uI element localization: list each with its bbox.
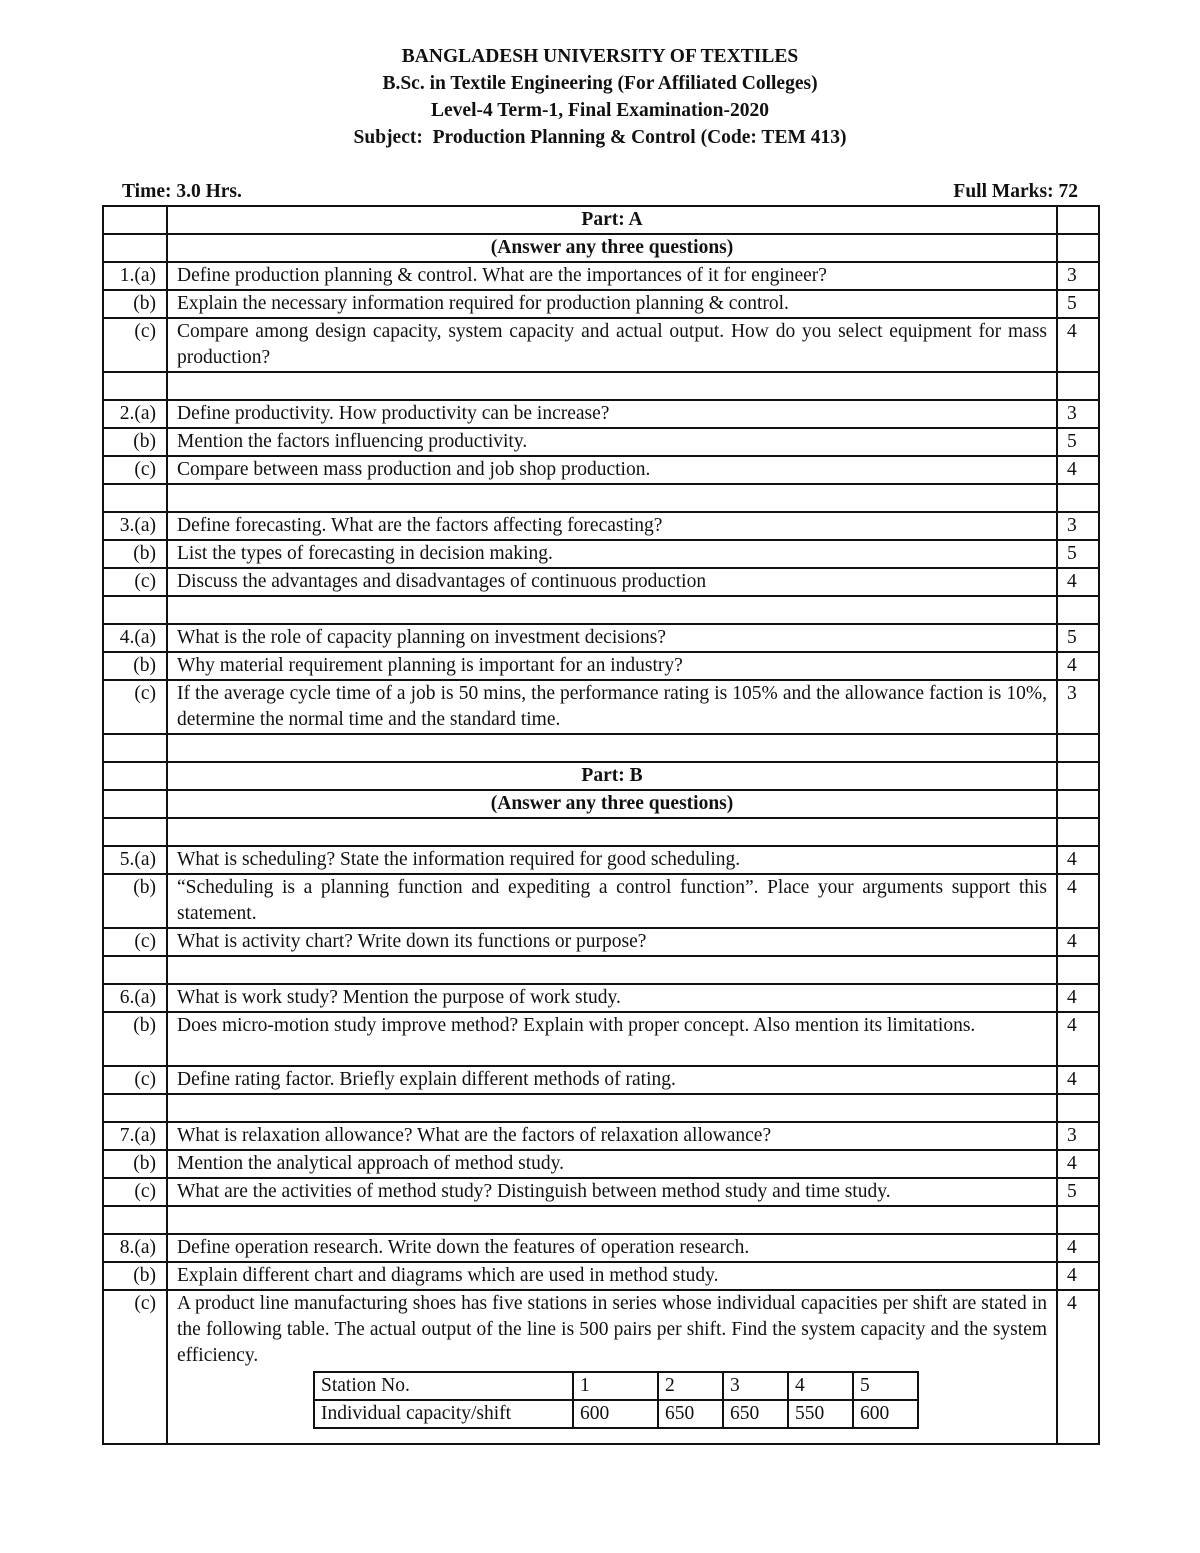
question-number: 3.(a): [103, 512, 167, 540]
question-row: [103, 680, 1099, 734]
station-number-cell: 2: [658, 1372, 723, 1400]
question-marks: 4: [1057, 1012, 1099, 1066]
program-name: B.Sc. in Textile Engineering (For Affiliated Colleges): [382, 73, 818, 94]
empty-cell: [103, 596, 167, 624]
question-text-content: Why material requirement planning is important for an industry?: [177, 655, 683, 676]
question-number: 4.(a): [103, 624, 167, 652]
question-number: (b): [103, 428, 167, 456]
question-row: [103, 874, 1099, 928]
question-row: [103, 1262, 1099, 1290]
empty-cell: [103, 484, 167, 512]
full-marks: Full Marks: 72: [953, 181, 1078, 202]
empty-cell: [167, 484, 1057, 512]
question-text: [167, 1066, 1057, 1094]
spacer-row: [103, 596, 1099, 624]
question-text-content: Define rating factor. Briefly explain different methods of rating.: [177, 1069, 676, 1090]
spacer-row: [103, 956, 1099, 984]
question-marks: 5: [1057, 428, 1099, 456]
question-row: [103, 1012, 1099, 1066]
empty-cell: [167, 1094, 1057, 1122]
empty-cell: [1057, 596, 1099, 624]
question-text-content: Compare among design capacity, system capacity and actual output. How do you select equipment for mass production?: [177, 321, 1047, 368]
section-heading: Part: A: [167, 206, 1057, 234]
question-number: (b): [103, 1012, 167, 1066]
station-capacity-table: [313, 1371, 919, 1429]
question-row: [103, 318, 1099, 372]
question-row: [103, 400, 1099, 428]
question-row: [103, 1234, 1099, 1262]
station-number-cell: 5: [853, 1372, 918, 1400]
station-capacity-cell: 600: [853, 1400, 918, 1428]
empty-cell: [1057, 234, 1099, 262]
station-capacity-cell: 650: [723, 1400, 788, 1428]
question-text-content: Define forecasting. What are the factors affecting forecasting?: [177, 515, 663, 536]
empty-cell: [1057, 790, 1099, 818]
question-row: [103, 624, 1099, 652]
question-text-content: Explain different chart and diagrams which are used in method study.: [177, 1265, 719, 1286]
station-header-label: Station No.: [314, 1372, 573, 1400]
question-marks: 4: [1057, 318, 1099, 372]
empty-cell: [103, 1094, 167, 1122]
question-number: 2.(a): [103, 400, 167, 428]
question-row: [103, 540, 1099, 568]
question-text: [167, 318, 1057, 372]
empty-cell: [1057, 1094, 1099, 1122]
question-row: [103, 1122, 1099, 1150]
question-marks: 4: [1057, 1066, 1099, 1094]
question-marks: 3: [1057, 400, 1099, 428]
question-text-content: Define operation research. Write down the features of operation research.: [177, 1237, 750, 1258]
question-text-content: What is the role of capacity planning on investment decisions?: [177, 627, 666, 648]
empty-cell: [1057, 1206, 1099, 1234]
capacity-label: Individual capacity/shift: [314, 1400, 573, 1428]
question-marks: 4: [1057, 928, 1099, 956]
question-text-content: Explain the necessary information required for production planning & control.: [177, 293, 789, 314]
section-heading-row: [103, 762, 1099, 790]
section-heading: (Answer any three questions): [167, 790, 1057, 818]
station-capacity-row: [314, 1400, 918, 1428]
question-text-content: What is relaxation allowance? What are the factors of relaxation allowance?: [177, 1125, 772, 1146]
section-heading-row: [103, 234, 1099, 262]
question-text: [167, 456, 1057, 484]
question-number: (c): [103, 680, 167, 734]
question-text-content: What is work study? Mention the purpose of work study.: [177, 987, 621, 1008]
question-marks: 4: [1057, 652, 1099, 680]
empty-cell: [1057, 956, 1099, 984]
section-heading: (Answer any three questions): [167, 234, 1057, 262]
station-number-row: [314, 1372, 918, 1400]
question-marks: 5: [1057, 1178, 1099, 1206]
question-table: [102, 205, 1100, 1445]
question-marks: 3: [1057, 512, 1099, 540]
question-marks: 4: [1057, 874, 1099, 928]
question-number: 8.(a): [103, 1234, 167, 1262]
university-name: BANGLADESH UNIVERSITY OF TEXTILES: [401, 46, 799, 67]
empty-cell: [103, 1206, 167, 1234]
question-text-content: Compare between mass production and job shop production.: [177, 459, 651, 480]
question-number: (c): [103, 1178, 167, 1206]
question-row: [103, 1150, 1099, 1178]
question-text: [167, 1290, 1057, 1444]
question-marks: 4: [1057, 1262, 1099, 1290]
question-row: [103, 846, 1099, 874]
section-heading: Part: B: [167, 762, 1057, 790]
question-text: [167, 928, 1057, 956]
question-marks: 5: [1057, 290, 1099, 318]
question-number: 1.(a): [103, 262, 167, 290]
question-text: [167, 290, 1057, 318]
empty-cell: [1057, 762, 1099, 790]
question-marks: 3: [1057, 680, 1099, 734]
question-text: [167, 262, 1057, 290]
empty-cell: [103, 956, 167, 984]
question-text: [167, 652, 1057, 680]
question-marks: 4: [1057, 1234, 1099, 1262]
question-text-content: Mention the analytical approach of method study.: [177, 1153, 565, 1174]
empty-cell: [103, 234, 167, 262]
station-number-cell: 4: [788, 1372, 853, 1400]
question-row: [103, 568, 1099, 596]
question-number: 7.(a): [103, 1122, 167, 1150]
question-number: (c): [103, 1290, 167, 1444]
station-capacity-cell: 600: [573, 1400, 658, 1428]
question-text-content: If the average cycle time of a job is 50 mins, the performance rating is 105% and the allowance faction is 10%, determine the normal time and the standard time.: [177, 683, 1047, 730]
question-number: (c): [103, 456, 167, 484]
question-text-content: Does micro-motion study improve method? Explain with proper concept. Also mention its limitations.: [177, 1015, 976, 1036]
empty-cell: [167, 956, 1057, 984]
question-row: [103, 428, 1099, 456]
question-text-content: Define productivity. How productivity can be increase?: [177, 403, 610, 424]
empty-cell: [1057, 206, 1099, 234]
question-number: (c): [103, 318, 167, 372]
question-marks: 4: [1057, 568, 1099, 596]
question-row: [103, 1066, 1099, 1094]
question-text: [167, 428, 1057, 456]
question-text-content: What is scheduling? State the information required for good scheduling.: [177, 849, 741, 870]
spacer-row: [103, 484, 1099, 512]
question-marks: 4: [1057, 984, 1099, 1012]
empty-cell: [103, 762, 167, 790]
question-number: (b): [103, 540, 167, 568]
question-marks: 3: [1057, 262, 1099, 290]
question-number: (c): [103, 928, 167, 956]
question-text: [167, 512, 1057, 540]
empty-cell: [1057, 818, 1099, 846]
question-row: [103, 512, 1099, 540]
question-row: [103, 456, 1099, 484]
question-text-content: Mention the factors influencing productivity.: [177, 431, 528, 452]
document-header: [0, 43, 1200, 151]
question-row: [103, 1178, 1099, 1206]
question-text: [167, 540, 1057, 568]
question-number: (b): [103, 652, 167, 680]
exam-name: Level-4 Term-1, Final Examination-2020: [431, 100, 769, 121]
spacer-row: [103, 734, 1099, 762]
question-text-content: What are the activities of method study? Distinguish between method study and time study.: [177, 1181, 891, 1202]
question-row: [103, 652, 1099, 680]
question-text: [167, 1262, 1057, 1290]
empty-cell: [167, 818, 1057, 846]
question-text: [167, 984, 1057, 1012]
question-row: [103, 984, 1099, 1012]
empty-cell: [103, 790, 167, 818]
spacer-row: [103, 818, 1099, 846]
question-marks: 4: [1057, 456, 1099, 484]
question-marks: 5: [1057, 624, 1099, 652]
section-heading-row: [103, 206, 1099, 234]
question-marks: 4: [1057, 1290, 1099, 1444]
question-text: [167, 846, 1057, 874]
question-text: [167, 1234, 1057, 1262]
time-allowed: Time: 3.0 Hrs.: [122, 181, 242, 202]
question-marks: 3: [1057, 1122, 1099, 1150]
question-number: (c): [103, 568, 167, 596]
spacer-row: [103, 372, 1099, 400]
question-text-content: “Scheduling is a planning function and expediting a control function”. Place your arguments support this statement.: [177, 877, 1047, 924]
question-text-content: Define production planning & control. What are the importances of it for engineer?: [177, 265, 827, 286]
question-text-content: Discuss the advantages and disadvantages of continuous production: [177, 571, 707, 592]
question-text: [167, 680, 1057, 734]
question-number: (b): [103, 290, 167, 318]
question-text: [167, 568, 1057, 596]
empty-cell: [103, 206, 167, 234]
empty-cell: [167, 596, 1057, 624]
question-row: [103, 262, 1099, 290]
question-number: 5.(a): [103, 846, 167, 874]
section-heading-row: [103, 790, 1099, 818]
empty-cell: [1057, 372, 1099, 400]
empty-cell: [167, 734, 1057, 762]
question-row: [103, 290, 1099, 318]
question-text: [167, 1012, 1057, 1066]
question-row: [103, 1290, 1099, 1444]
question-number: (c): [103, 1066, 167, 1094]
empty-cell: [1057, 734, 1099, 762]
station-number-cell: 3: [723, 1372, 788, 1400]
subject-line: Subject: Production Planning & Control (Code: TEM 413): [353, 127, 847, 148]
empty-cell: [167, 1206, 1057, 1234]
question-marks: 5: [1057, 540, 1099, 568]
spacer-row: [103, 1094, 1099, 1122]
empty-cell: [103, 818, 167, 846]
question-number: (b): [103, 1150, 167, 1178]
station-capacity-cell: 550: [788, 1400, 853, 1428]
question-text: [167, 874, 1057, 928]
question-text-content: A product line manufacturing shoes has five stations in series whose individual capacities per shift are stated in the following table. The actual output of the line is 500 pairs per shift. Find the system capacity and the system efficiency.: [177, 1293, 1047, 1366]
question-number: (b): [103, 874, 167, 928]
station-capacity-cell: 650: [658, 1400, 723, 1428]
question-text: [167, 1178, 1057, 1206]
empty-cell: [103, 734, 167, 762]
station-number-cell: 1: [573, 1372, 658, 1400]
question-text: [167, 624, 1057, 652]
question-text: [167, 1150, 1057, 1178]
question-text: [167, 400, 1057, 428]
empty-cell: [103, 372, 167, 400]
spacer-row: [103, 1206, 1099, 1234]
empty-cell: [167, 372, 1057, 400]
question-number: (b): [103, 1262, 167, 1290]
question-text-content: What is activity chart? Write down its functions or purpose?: [177, 931, 647, 952]
question-marks: 4: [1057, 1150, 1099, 1178]
question-marks: 4: [1057, 846, 1099, 874]
question-text: [167, 1122, 1057, 1150]
question-row: [103, 928, 1099, 956]
question-text-content: List the types of forecasting in decision making.: [177, 543, 553, 564]
question-number: 6.(a): [103, 984, 167, 1012]
empty-cell: [1057, 484, 1099, 512]
